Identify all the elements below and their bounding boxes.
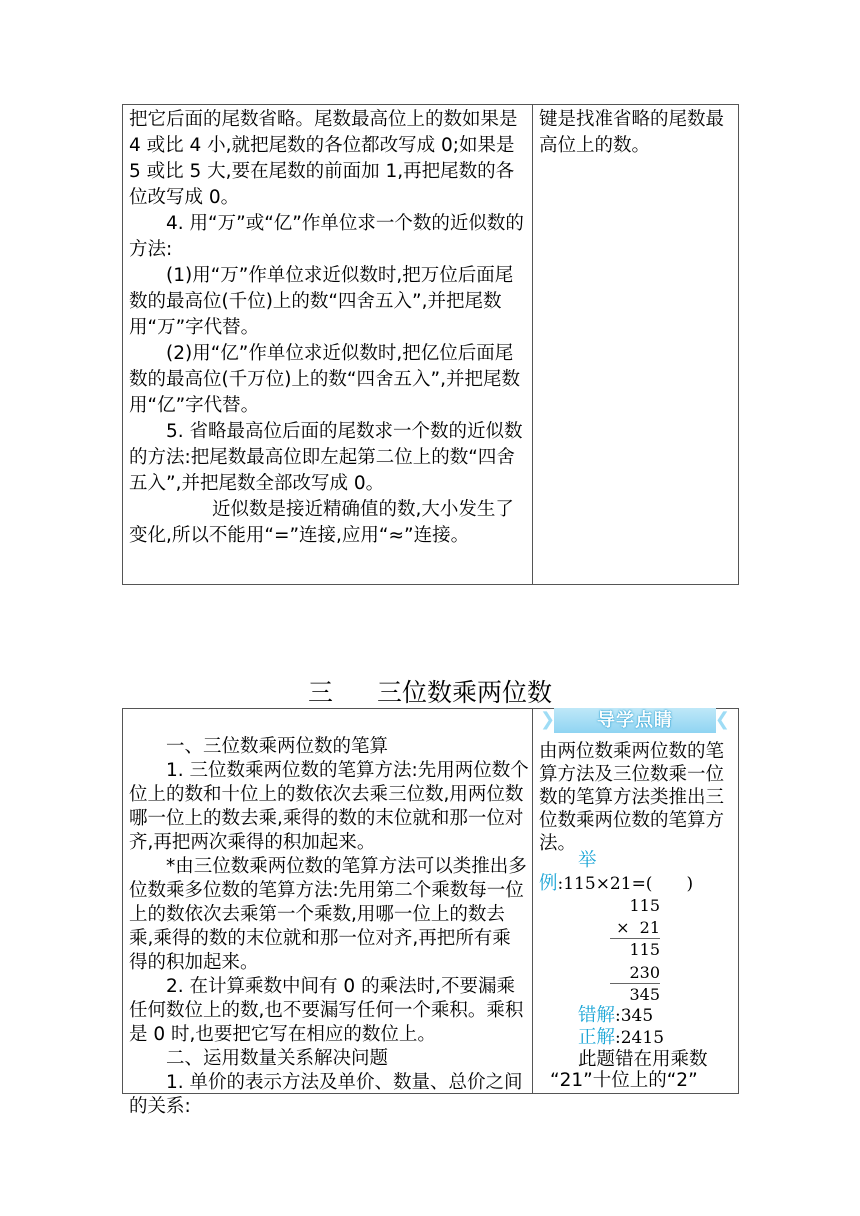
example-note-2: “21”十位上的“2” [550, 1070, 698, 1091]
chevron-left-icon: ❮ [714, 709, 730, 730]
paragraph: *由三位数乘两位数的笔算方法可以类推出多位数乘多位数的笔算方法:先用第二个乘数每一位上的数依次去乘第一个乘数,用哪一位上的数去乘,乘得的数的末位就和那一位对齐,再把所有乘得的积加起来。 [129, 856, 527, 973]
guide-banner [540, 708, 730, 733]
section-title [0, 676, 860, 710]
calc-partial-1: 115 [629, 940, 660, 959]
example-label-1: 举 [578, 850, 597, 871]
section-number: 三 [307, 678, 333, 707]
bottom-left-cell [129, 709, 529, 1117]
example-problem-line [539, 872, 693, 896]
banner-label: 导学点睛 [597, 710, 673, 731]
paragraph: 1. 单价的表示方法及单价、数量、总价之间的关系: [129, 1072, 523, 1117]
paragraph: 把它后面的尾数省略。尾数最高位上的数如果是 4 或比 4 小,就把尾数的各位都改写成 0;如果是 5 或比 5 大,要在尾数的前面加 1,再把尾数的各位改写成 0。 [129, 109, 518, 208]
right-label: 正解 [578, 1027, 616, 1048]
note-text: 键是找准省略的尾数最高位上的数。 [539, 109, 725, 156]
right-value: :2415 [615, 1028, 665, 1048]
chevron-right-icon: ❯ [540, 709, 556, 730]
example-note-1: 此题错在用乘数 [578, 1049, 708, 1070]
paragraph: (2)用“亿”作单位求近似数时,把亿位后面尾数的最高位(千万位)上的数“四舍五入”,并把尾数用“亿”字代替。 [129, 343, 520, 416]
column-divider [532, 709, 533, 1093]
subheading: 一、三位数乘两位数的笔算 [166, 736, 389, 757]
wrong-value: :345 [615, 1006, 654, 1026]
paragraph: 近似数是接近精确值的数,大小发生了变化,所以不能用“=”连接,应用“≈”连接。 [129, 499, 514, 546]
paragraph: 5. 省略最高位后面的尾数求一个数的近似数的方法:把尾数最高位即左起第二位上的数“四舍五入”,并把尾数全部改写成 0。 [129, 421, 523, 494]
example-label-2: 例 [539, 873, 558, 894]
column-divider [532, 105, 533, 584]
calc-multiplicand: 115 [629, 896, 660, 915]
calc-multiplier: × 21 [616, 918, 660, 937]
top-left-cell [129, 105, 529, 584]
top-right-cell [539, 105, 734, 584]
paragraph: 1. 三位数乘两位数的笔算方法:先用两位数个位上的数和十位上的数依次去乘三位数,用两位数哪一位上的数去乘,乘得的数的末位就和那一位对齐,再把两次乘得的积加起来。 [129, 760, 529, 853]
calc-product: 345 [629, 985, 660, 1004]
wrong-answer-line [578, 1004, 653, 1028]
calc-partial-2: 230 [629, 963, 660, 982]
paragraph: (1)用“万”作单位求近似数时,把万位后面尾数的最高位(千位)上的数“四舍五入”,并把尾数用“万”字代替。 [129, 265, 514, 338]
wrong-label: 错解 [578, 1005, 616, 1026]
right-answer-line [578, 1026, 664, 1050]
subheading: 二、运用数量关系解决问题 [166, 1048, 389, 1069]
bottom-right-intro [539, 740, 732, 855]
top-table [122, 104, 739, 585]
intro-text: 由两位数乘两位数的笔算方法及三位数乘一位数的笔算方法类推出三位数乘两位数的笔算方法。 [539, 741, 725, 854]
paragraph: 4. 用“万”或“亿”作单位求一个数的近似数的方法: [129, 213, 524, 260]
paragraph: 2. 在计算乘数中间有 0 的乘法时,不要漏乘任何数位上的数,也不要漏写任何一个乘积。乘积是 0 时,也要把它写在相应的数位上。 [129, 976, 524, 1045]
section-heading: 三位数乘两位数 [377, 678, 553, 707]
example-problem: :115×21=( ) [557, 874, 694, 894]
